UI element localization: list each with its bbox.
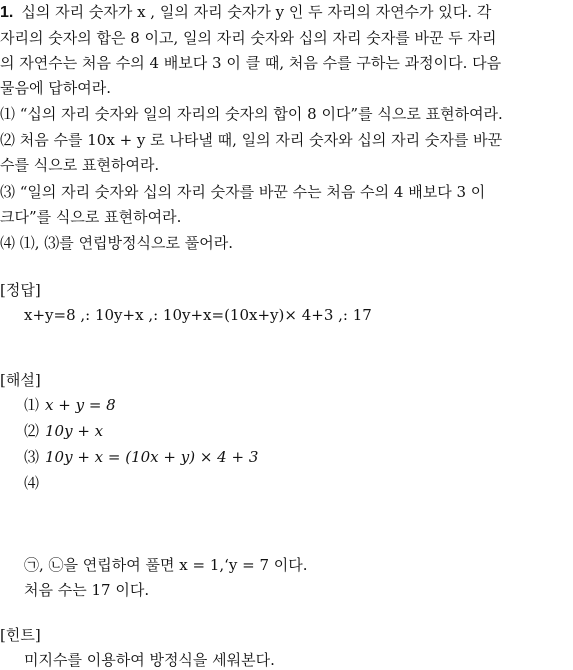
item-expression: 10y + x xyxy=(45,422,104,440)
item-label: ⑶ xyxy=(24,448,40,466)
question-3-line-2: 크다”를 식으로 표현하여라. xyxy=(0,208,182,226)
explanation-item-3 xyxy=(24,447,258,467)
problem-line-1 xyxy=(0,2,491,23)
question-2-line-2: 수를 식으로 표현하여라. xyxy=(0,156,160,174)
item-label: ⑷ xyxy=(24,474,40,492)
solution-line: ㉠, ㉡을 연립하여 풀면 x = 1,‘y = 7 이다. xyxy=(24,556,308,574)
item-label: ⑵ xyxy=(24,422,40,440)
question-2-line-1: ⑵ 처음 수를 10x + y 로 나타낼 때, 일의 자리 숫자와 십의 자리 숫자를 바꾼 xyxy=(0,131,503,149)
problem-line-2: 자리의 숫자의 합은 8 이고, 일의 자리 숫자와 십의 자리 숫자를 바꾼 두 자리 xyxy=(0,29,497,47)
explanation-item-1 xyxy=(24,395,116,415)
explanation-item-4 xyxy=(24,473,45,493)
item-expression: 10y + x = (10x + y) × 4 + 3 xyxy=(45,448,259,466)
hint-text: 미지수를 이용하여 방정식을 세워본다. xyxy=(24,651,275,669)
hint-header: [힌트] xyxy=(0,626,41,644)
question-3-line-1: ⑶ “일의 자리 숫자와 십의 자리 숫자를 바꾼 수는 처음 수의 4 배보다 3 이 xyxy=(0,183,486,201)
conclusion-line: 처음 수는 17 이다. xyxy=(24,581,150,599)
answer-header: [정답] xyxy=(0,281,41,299)
question-4: ⑷ ⑴, ⑶를 연립방정식으로 풀어라. xyxy=(0,234,233,252)
item-label: ⑴ xyxy=(24,396,40,414)
problem-line-3: 의 자연수는 처음 수의 4 배보다 3 이 클 때, 처음 수를 구하는 과정이다. 다음 xyxy=(0,54,502,72)
problem-number: 1. xyxy=(0,4,14,21)
problem-line-4: 물음에 답하여라. xyxy=(0,79,111,97)
question-1: ⑴ “십의 자리 숫자와 일의 자리의 숫자의 합이 8 이다”를 식으로 표현하여라. xyxy=(0,105,503,123)
problem-text-1: 십의 자리 숫자가 x , 일의 자리 숫자가 y 인 두 자리의 자연수가 있다. 각 xyxy=(21,3,492,21)
item-expression: x + y = 8 xyxy=(45,396,116,414)
answer-text: x+y=8 ,: 10y+x ,: 10y+x=(10x+y)× 4+3 ,: 17 xyxy=(24,306,372,324)
explanation-header: [해설] xyxy=(0,371,41,389)
explanation-item-2 xyxy=(24,421,103,441)
